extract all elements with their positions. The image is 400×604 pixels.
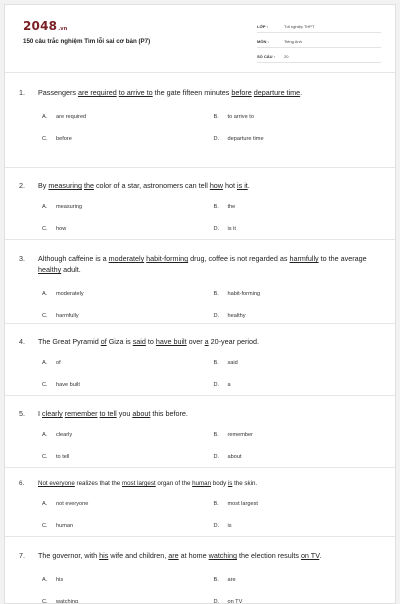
underlined-segment: to tell [99, 409, 117, 418]
answer-option[interactable] [42, 114, 214, 120]
question-stem [19, 550, 385, 561]
option-letter: B. [213, 432, 219, 438]
question-number: 1. [19, 88, 25, 97]
option-text: healthy [227, 313, 246, 319]
option-text: a [227, 382, 231, 388]
meta-row-subject [257, 33, 381, 48]
answer-option[interactable] [214, 204, 386, 210]
option-letter: A. [42, 577, 48, 583]
text-segment: color of a star, astronomers can tell [93, 181, 210, 190]
underlined-segment: departure time [253, 88, 301, 97]
text-segment: hot [223, 181, 237, 190]
option-row [19, 374, 385, 396]
answer-option[interactable] [214, 432, 386, 438]
option-text: are required [56, 114, 87, 120]
option-text: how [56, 226, 67, 232]
answer-option[interactable] [42, 360, 214, 366]
text-segment: 20-year period. [208, 337, 259, 346]
underlined-segment: to arrive to [118, 88, 153, 97]
underlined-segment: human [192, 480, 212, 487]
answer-option[interactable] [42, 432, 214, 438]
option-letter: D. [213, 599, 220, 604]
text-segment: wife and children, [108, 551, 169, 560]
question-number: 2. [19, 181, 25, 190]
option-letter: D. [213, 313, 220, 319]
meta-label-class: LỚP : [257, 24, 268, 29]
question-text [38, 253, 385, 275]
underlined-segment: said [132, 337, 146, 346]
underlined-segment: is it [237, 181, 248, 190]
meta-label-subject: MÔN : [257, 39, 269, 44]
question-text [38, 550, 385, 561]
option-text: is it [227, 226, 236, 232]
underlined-segment: how [209, 181, 223, 190]
text-segment: realizes that the [74, 480, 122, 487]
underlined-segment: remember [64, 409, 98, 418]
option-letter: A. [42, 291, 48, 297]
option-text: are [227, 577, 236, 583]
option-letter: A. [42, 204, 48, 210]
option-letter: B. [213, 501, 219, 507]
option-letter: C. [42, 382, 48, 388]
answer-option[interactable] [214, 114, 386, 120]
underlined-segment: are required [77, 88, 117, 97]
underlined-segment: a [204, 337, 209, 346]
option-text: before [56, 136, 72, 142]
meta-row-count [257, 48, 381, 63]
text-segment: Giza is [106, 337, 133, 346]
option-letter: D. [213, 226, 220, 232]
question-number: 5. [19, 409, 25, 418]
underlined-segment: moderately [108, 254, 145, 263]
meta-value-class: Tốt nghiệp THPT [284, 24, 315, 29]
underlined-segment: of [100, 337, 107, 346]
question-text [38, 478, 385, 489]
option-letter: A. [42, 432, 48, 438]
meta-value-subject: Tiếng Anh [284, 39, 302, 44]
underlined-segment: have built [155, 337, 187, 346]
option-text: said [227, 360, 238, 366]
question-text [38, 180, 385, 191]
option-letter: B. [213, 360, 219, 366]
option-letter: C. [42, 454, 48, 460]
question-list [5, 73, 396, 604]
answer-option[interactable] [42, 454, 214, 460]
text-segment: over [186, 337, 205, 346]
option-letter: C. [42, 226, 48, 232]
answer-option[interactable] [214, 291, 386, 297]
option-row [19, 352, 385, 374]
underlined-segment: measuring [48, 181, 82, 190]
option-text: on TV [227, 599, 243, 604]
text-segment: adult. [61, 265, 81, 274]
answer-options [19, 283, 385, 327]
option-row [19, 106, 385, 128]
text-segment: . [319, 551, 322, 560]
option-text: have built [56, 382, 80, 388]
option-text: moderately [56, 291, 84, 297]
underlined-segment: about [132, 409, 151, 418]
underlined-segment: watching [208, 551, 237, 560]
option-row [19, 424, 385, 446]
question-stem [19, 180, 385, 191]
option-text: is [227, 523, 232, 529]
answer-option[interactable] [214, 360, 386, 366]
underlined-segment: the [83, 181, 94, 190]
text-segment: . [300, 88, 303, 97]
answer-option[interactable] [42, 291, 214, 297]
text-segment: I [38, 409, 42, 418]
answer-option[interactable] [42, 382, 214, 388]
option-row [19, 128, 385, 150]
question-number: 3. [19, 254, 25, 263]
worksheet-title: 150 câu trắc nghiệm Tìm lỗi sai cơ bản (P7) [23, 38, 151, 45]
text-segment: By [38, 181, 49, 190]
answer-options [19, 106, 385, 150]
text-segment: to the average [318, 254, 367, 263]
question-item [5, 240, 396, 324]
question-stem [19, 253, 385, 275]
answer-option[interactable] [42, 204, 214, 210]
answer-option[interactable] [214, 454, 386, 460]
option-letter: C. [42, 523, 48, 529]
underlined-segment: habit-forming [146, 254, 189, 263]
option-text: watching [56, 599, 79, 604]
answer-option[interactable] [214, 501, 386, 507]
text-segment: the skin. [232, 480, 258, 487]
question-text [38, 87, 385, 98]
option-text: to tell [56, 454, 70, 460]
option-row [19, 218, 385, 240]
option-text: most largest [227, 501, 258, 507]
underlined-segment: is [227, 480, 233, 487]
text-segment: you [116, 409, 133, 418]
answer-options [19, 493, 385, 537]
answer-options [19, 352, 385, 396]
answer-option[interactable] [214, 382, 386, 388]
text-segment: body [211, 480, 228, 487]
worksheet-header [5, 5, 395, 73]
option-row [19, 569, 385, 591]
underlined-segment: his [99, 551, 109, 560]
question-item [5, 396, 396, 468]
option-letter: D. [213, 454, 220, 460]
option-text: his [56, 577, 64, 583]
answer-option[interactable] [42, 136, 214, 142]
answer-option[interactable] [42, 226, 214, 232]
answer-options [19, 424, 385, 468]
meta-row-class [257, 18, 381, 33]
option-letter: D. [213, 523, 220, 529]
option-text: human [56, 523, 74, 529]
option-letter: C. [42, 136, 48, 142]
worksheet-meta [257, 18, 381, 63]
text-segment: at home [178, 551, 209, 560]
option-row [19, 446, 385, 468]
option-letter: B. [213, 577, 219, 583]
question-item [5, 324, 396, 396]
option-row [19, 591, 385, 604]
answer-option[interactable] [214, 313, 386, 319]
underlined-segment: most largest [121, 480, 156, 487]
option-text: habit-forming [227, 291, 261, 297]
text-segment: The governor, with [38, 551, 100, 560]
text-segment: this before. [150, 409, 188, 418]
option-row [19, 515, 385, 537]
option-letter: D. [213, 136, 220, 142]
underlined-segment: on TV [300, 551, 320, 560]
question-item [5, 73, 396, 168]
question-stem [19, 87, 385, 98]
text-segment: The Great Pyramid [38, 337, 101, 346]
option-text: not everyone [56, 501, 89, 507]
option-letter: D. [213, 382, 220, 388]
question-item [5, 468, 396, 537]
text-segment: to [145, 337, 156, 346]
option-letter: A. [42, 360, 48, 366]
option-text: the [227, 204, 236, 210]
answer-option[interactable] [214, 523, 386, 529]
question-item [5, 537, 396, 604]
question-number: 7. [19, 551, 25, 560]
logo-text: 2048 [23, 19, 58, 33]
option-text: clearly [56, 432, 73, 438]
underlined-segment: clearly [42, 409, 63, 418]
text-segment: Passengers [38, 88, 78, 97]
question-stem [19, 336, 385, 347]
option-letter: B. [213, 291, 219, 297]
question-number: 4. [19, 337, 25, 346]
underlined-segment: healthy [38, 265, 62, 274]
option-letter: A. [42, 501, 48, 507]
question-stem [19, 408, 385, 419]
text-segment: the gate fifteen minutes [152, 88, 232, 97]
answer-option[interactable] [42, 523, 214, 529]
answer-option[interactable] [214, 136, 386, 142]
logo-suffix: .vn [58, 26, 68, 32]
option-letter: C. [42, 313, 48, 319]
text-segment: . [247, 181, 250, 190]
option-row [19, 196, 385, 218]
answer-options [19, 569, 385, 604]
option-letter: C. [42, 599, 48, 604]
underlined-segment: Not everyone [38, 480, 75, 487]
option-row [19, 493, 385, 515]
option-text: to arrive to [227, 114, 254, 120]
question-text [38, 336, 385, 347]
option-letter: B. [213, 114, 219, 120]
answer-option[interactable] [214, 226, 386, 232]
option-text: remember [227, 432, 253, 438]
option-text: departure time [227, 136, 264, 142]
meta-label-count: SỐ CÂU : [257, 54, 275, 59]
option-letter: B. [213, 204, 219, 210]
answer-option[interactable] [42, 577, 214, 583]
option-text: measuring [56, 204, 83, 210]
underlined-segment: before [231, 88, 252, 97]
text-segment: the election results [237, 551, 301, 560]
question-text [38, 408, 385, 419]
option-text: harmfully [56, 313, 79, 319]
question-number: 6. [19, 480, 25, 487]
answer-option[interactable] [42, 501, 214, 507]
answer-option[interactable] [42, 313, 214, 319]
underlined-segment: harmfully [289, 254, 319, 263]
option-letter: A. [42, 114, 48, 120]
question-stem [19, 478, 385, 489]
option-text: about [227, 454, 242, 460]
worksheet [4, 4, 396, 604]
answer-options [19, 196, 385, 240]
text-segment: organ of the [155, 480, 193, 487]
underlined-segment: are [168, 551, 179, 560]
text-segment: drug, coffee is not regarded as [188, 254, 290, 263]
option-row [19, 283, 385, 305]
meta-value-count: 20 [284, 54, 289, 59]
answer-option[interactable] [214, 577, 386, 583]
option-text: of [56, 360, 61, 366]
question-item [5, 168, 396, 240]
site-logo[interactable] [23, 19, 68, 33]
text-segment: Although caffeine is a [38, 254, 109, 263]
